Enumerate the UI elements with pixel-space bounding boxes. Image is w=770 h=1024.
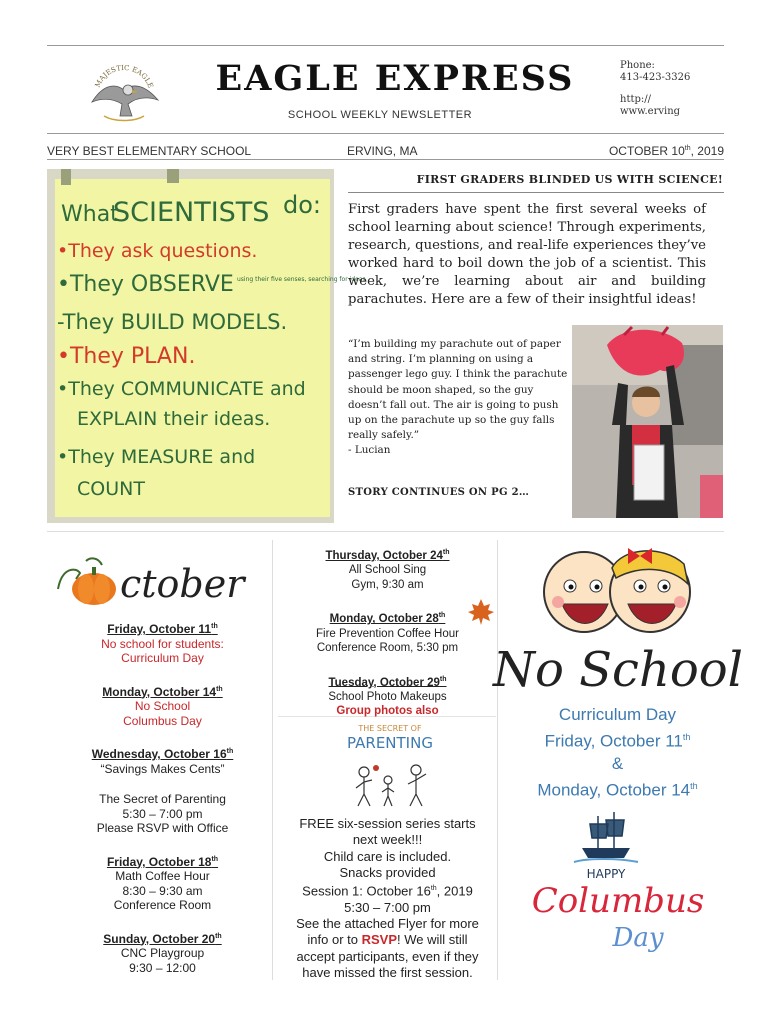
article-body: First graders have spent the first several weeks of school learning about science! Through experiments, research, questions, and real-life experiences they’ve worked hard to boil down the job of a scientist. This week, we’re learning about air and building parachutes. Here are a few of their insightful ideas!	[348, 202, 706, 307]
article-rule	[348, 192, 724, 193]
october-pumpkin-art	[50, 553, 265, 608]
school-town: ERVING, MA	[347, 144, 418, 158]
contact-info	[620, 60, 690, 118]
event-oct-18	[60, 853, 265, 913]
event-date: Thursday, October 24th	[325, 549, 450, 562]
left-events-column	[60, 620, 265, 992]
chart-line-6: •They COMMUNICATE and	[57, 378, 306, 400]
quote-text: “I’m building my parachute out of paper and string. I’m planning on using a passenger lego guy. I think the parachute should be moon shaped, so the guy doesn’t fall out. The air is going to push up on the parachute up so the guy falls really safely.”	[348, 338, 568, 442]
eagle-logo	[84, 56, 164, 128]
event-line: Columbus Day	[123, 713, 202, 728]
strip-rule	[47, 159, 724, 160]
event-date: Monday, October 14th	[102, 684, 223, 699]
chart-line-1b: SCIENTISTS	[113, 197, 270, 228]
parenting-line-1: FREE six-session series starts	[299, 816, 476, 831]
ampersand: &	[611, 753, 624, 773]
event-line: No School	[134, 699, 191, 713]
columbus-day-word: Day	[612, 923, 664, 953]
newsletter-subtitle: SCHOOL WEEKLY NEWSLETTER	[287, 109, 473, 121]
event-line: Math Coffee Hour	[115, 869, 210, 883]
rsvp-link[interactable]: RSVP	[361, 932, 398, 948]
event-oct-24	[285, 546, 490, 592]
event-line: CNC Playgroup	[120, 946, 205, 960]
parenting-line-2: next week!!!	[352, 832, 423, 848]
event-line: The Secret of Parenting	[99, 792, 226, 806]
middle-events-column	[285, 546, 490, 736]
event-line-red: Group photos also	[336, 705, 439, 718]
event-oct-11	[60, 620, 265, 666]
url-line-2[interactable]: www.erving	[620, 106, 681, 117]
columbus-name: Columbus	[531, 881, 705, 921]
mid-divider	[272, 540, 273, 980]
happy-columbus-day-art	[518, 808, 718, 956]
chart-line-7: EXPLAIN their ideas.	[77, 408, 271, 430]
maple-leaf-icon	[466, 597, 496, 627]
curriculum-day-info	[505, 704, 730, 801]
event-oct-28	[285, 609, 490, 655]
chart-line-9: COUNT	[77, 478, 145, 500]
curriculum-day: Curriculum Day	[558, 705, 677, 724]
no-school-date-2: Monday, October 14th	[537, 780, 698, 800]
parenting-line-9: accept participants, even if they	[296, 948, 479, 964]
event-line: 8:30 – 9:30 am	[122, 883, 203, 898]
student-parachute-photo	[572, 325, 723, 518]
event-line: Please RSVP with Office	[96, 821, 229, 835]
event-line: All School Sing	[348, 564, 427, 577]
secret-of-parenting-art	[330, 722, 450, 812]
event-line: Curriculum Day	[121, 651, 204, 665]
event-date: Friday, October 18th	[106, 854, 219, 869]
event-line: No school for students:	[101, 636, 224, 651]
no-school-date-1: Friday, October 11th	[544, 731, 691, 751]
event-date: Friday, October 11th	[107, 622, 218, 636]
section-rule	[47, 531, 724, 532]
chart-line-8: •They MEASURE and	[57, 446, 256, 468]
issue-date: OCTOBER 10th, 2019	[608, 144, 724, 158]
event-line: Conference Room	[113, 898, 212, 912]
parenting-line-4: Snacks provided	[339, 864, 436, 880]
url-line-1[interactable]: http://	[620, 94, 651, 105]
event-oct-14	[60, 683, 265, 729]
chart-line-1c: do:	[283, 191, 322, 219]
right-divider	[497, 540, 498, 980]
event-line: Fire Prevention Coffee Hour	[316, 627, 459, 640]
october-art-text: ctober	[120, 562, 245, 606]
phone-label: Phone:	[620, 60, 655, 71]
event-line: “Savings Makes Cents”	[100, 761, 225, 776]
top-rule	[47, 45, 724, 46]
event-date: Sunday, October 20th	[103, 931, 222, 946]
chart-line-3-note: using their five senses, searching for ideas	[237, 276, 366, 283]
event-line: Conference Room, 5:30 pm	[316, 642, 459, 655]
event-line: Gym, 9:30 am	[351, 578, 424, 591]
scientists-chart-photo	[47, 169, 366, 523]
event-oct-16	[60, 745, 265, 836]
chart-line-1a: What	[61, 202, 119, 227]
header-rule	[47, 133, 724, 134]
chart-line-2: •They ask questions.	[57, 240, 258, 262]
no-school-art-text: No School	[493, 642, 743, 698]
phone-number: 413-423-3326	[620, 72, 691, 83]
parenting-line-3: Child care is included.	[323, 848, 452, 864]
no-school-art	[493, 538, 743, 698]
logo-text: MAJESTIC EAGLE	[93, 63, 155, 90]
parenting-line-7: See the attached Flyer for more	[296, 916, 479, 932]
story-continues-link[interactable]: STORY CONTINUES ON PG 2…	[348, 487, 530, 498]
article-title: FIRST GRADERS BLINDED US WITH SCIENCE!	[416, 173, 723, 186]
event-spacer	[60, 776, 265, 792]
event-line: 9:30 – 12:00	[129, 960, 196, 975]
parenting-line-5: Session 1: October 16th, 2019	[302, 883, 473, 899]
parenting-art-big: PARENTING	[347, 734, 433, 752]
columbus-happy: HAPPY	[586, 867, 626, 881]
event-date: Monday, October 28th	[329, 612, 446, 626]
newsletter-title: EAGLE EXPRESS	[215, 58, 575, 99]
chart-line-4: -They BUILD MODELS.	[57, 310, 288, 334]
event-date: Wednesday, October 16th	[91, 747, 234, 761]
event-line: School Photo Makeups	[328, 690, 447, 703]
chart-line-5: •They PLAN.	[57, 344, 196, 369]
parenting-line-10: have missed the first session.	[302, 965, 473, 980]
student-quote	[348, 337, 574, 459]
event-date: Tuesday, October 29th	[328, 675, 447, 689]
school-name: VERY BEST ELEMENTARY SCHOOL	[47, 144, 252, 158]
parenting-line-8: info or to RSVP! We will still	[307, 932, 468, 948]
parenting-art-small: THE SECRET OF	[358, 724, 422, 733]
quote-author: - Lucian	[348, 444, 391, 457]
event-oct-29	[285, 673, 490, 719]
parenting-info	[285, 816, 490, 981]
event-line: 5:30 – 7:00 pm	[122, 806, 203, 821]
event-oct-20	[60, 930, 265, 976]
chart-line-3: •They OBSERVE	[57, 272, 234, 297]
parenting-line-6: 5:30 – 7:00 pm	[344, 899, 431, 915]
